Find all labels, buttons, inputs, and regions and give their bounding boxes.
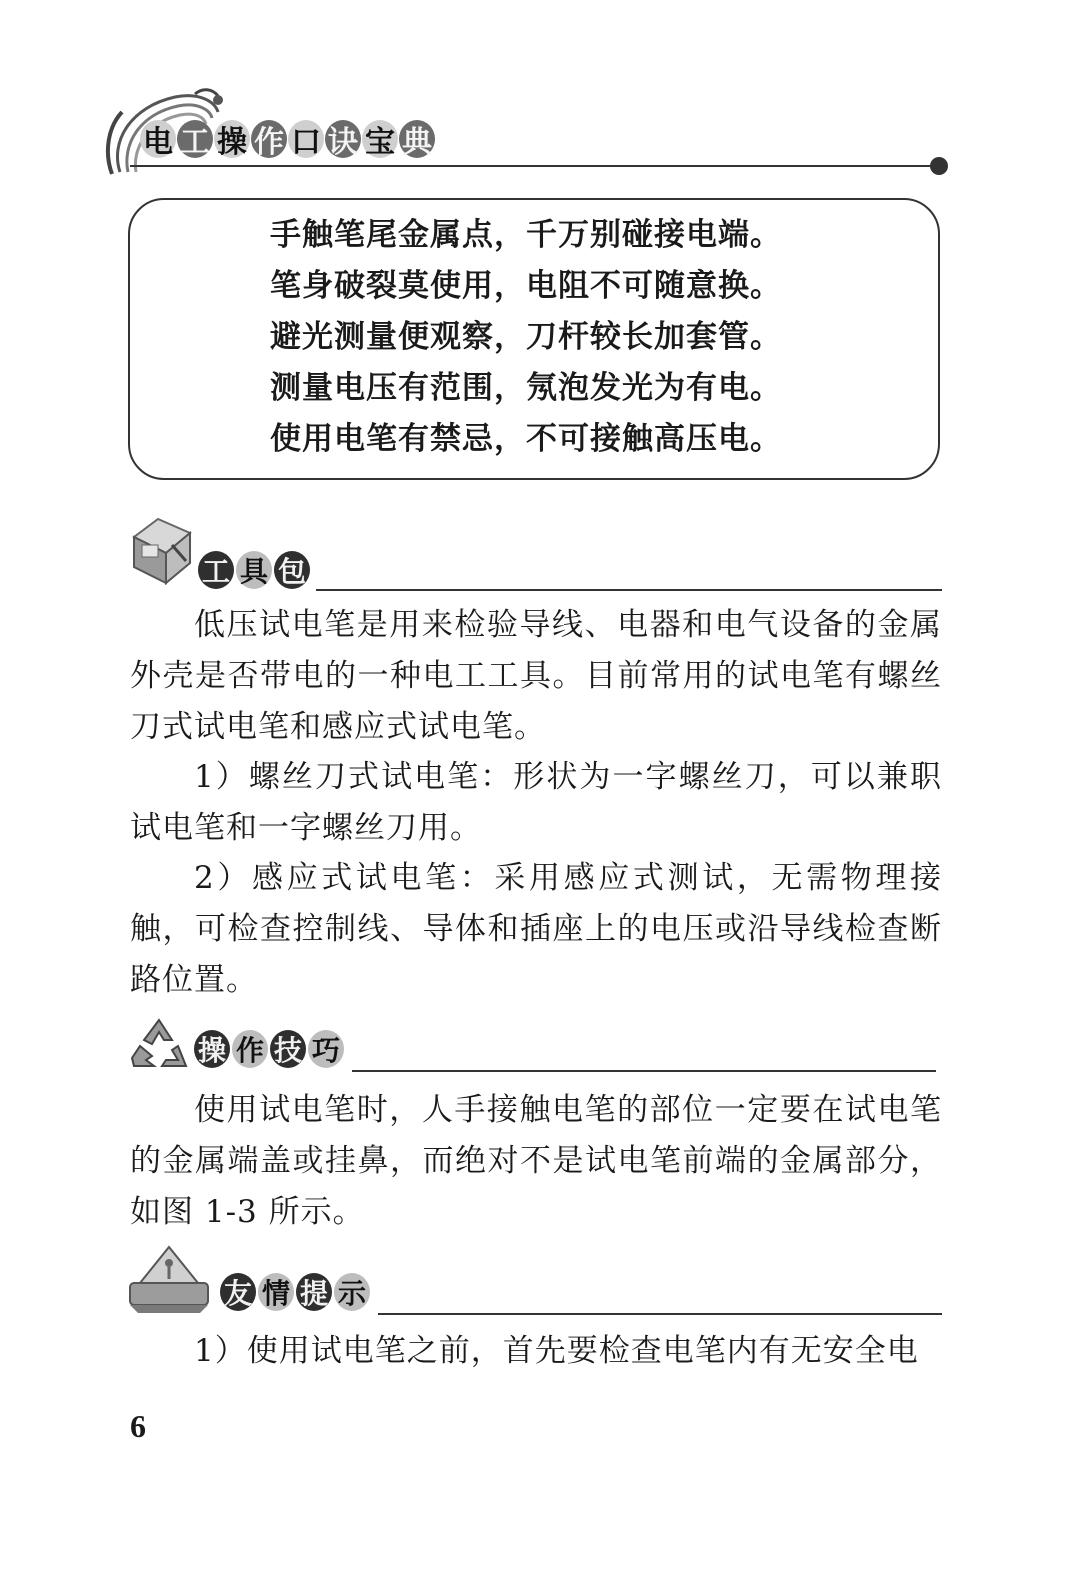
book-title-char: 操 (214, 120, 250, 158)
header-divider (130, 165, 938, 167)
verse-line: 避光测量便观察，刀杆较长加套管。 (270, 319, 782, 355)
section-title-char: 技 (270, 1030, 306, 1068)
section-divider (316, 589, 942, 591)
recycle-arrows-icon (128, 1016, 190, 1074)
toolbox-icon (128, 515, 196, 585)
header-divider-dot (930, 157, 948, 175)
paragraph: 低压试电笔是用来检验导线、电器和电气设备的金属外壳是否带电的一种电工工具。目前常用的试电笔有螺丝刀式试电笔和感应式试电笔。 (130, 607, 942, 745)
verse-line: 使用电笔有禁忌，不可接触高压电。 (270, 421, 782, 457)
section-title-char: 具 (236, 551, 272, 589)
section-divider (352, 1070, 936, 1072)
technique-section-header (128, 1012, 938, 1092)
page-number: 6 (130, 1408, 146, 1444)
book-title-char: 作 (251, 120, 287, 158)
section-title-char: 友 (220, 1273, 256, 1311)
paragraph: 使用试电笔时，人手接触电笔的部位一定要在试电笔的金属端盖或挂鼻，而绝对不是试电笔前端的金属部分，如图 1-3 所示。 (130, 1092, 942, 1230)
book-title-char: 口 (288, 120, 324, 158)
paragraph: 1）螺丝刀式试电笔：形状为一字螺丝刀，可以兼职试电笔和一字螺丝刀用。 (130, 759, 942, 846)
section-title-char: 情 (258, 1273, 294, 1311)
paragraph: 2）感应式试电笔：采用感应式测试，无需物理接触，可检查控制线、导体和插座上的电压或沿导线检查断路位置。 (130, 860, 942, 998)
section-title-char: 作 (232, 1030, 268, 1068)
verse-line: 手触笔尾金属点，千万别碰接电端。 (270, 217, 782, 253)
section-title-char: 巧 (308, 1030, 344, 1068)
warning-sign-icon (128, 1245, 210, 1315)
paragraph: 1）使用试电笔之前，首先要检查电笔内有无安全电 (194, 1333, 919, 1369)
book-title-char: 宝 (362, 120, 398, 158)
book-title-char: 典 (399, 120, 435, 158)
section-divider (378, 1313, 942, 1315)
section-title-char: 示 (334, 1273, 370, 1311)
verse-line: 笔身破裂莫使用，电阻不可随意换。 (270, 268, 782, 304)
section-title-char: 工 (198, 551, 234, 589)
toolkit-section-header (128, 515, 943, 595)
verse-line: 测量电压有范围，氖泡发光为有电。 (270, 370, 782, 406)
book-title-char: 电 (140, 120, 176, 158)
verse-lines (270, 210, 782, 465)
book-title-char: 诀 (325, 120, 361, 158)
section-title-char: 操 (194, 1030, 230, 1068)
section-title-char: 包 (274, 551, 310, 589)
section-title-char: 提 (296, 1273, 332, 1311)
book-title-char: 工 (177, 120, 213, 158)
book-title (140, 120, 435, 166)
tip-section-header (128, 1245, 943, 1325)
